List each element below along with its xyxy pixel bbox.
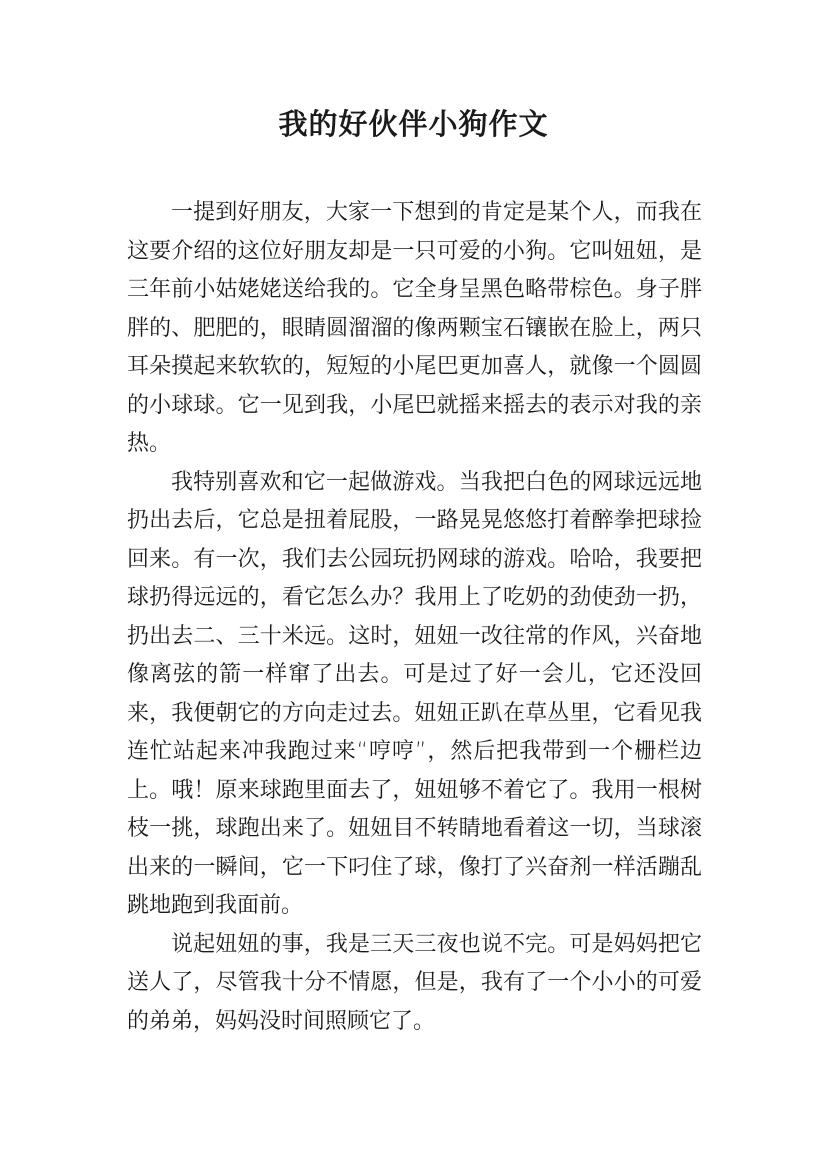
paragraph-2: 我特别喜欢和它一起做游戏。当我把白色的网球远远地扔出去后，它总是扭着屁股，一路晃晃悠悠打着醉拳把球捡回来。有一次，我们去公园玩扔网球的游戏。哈哈，我要把球扔得远远的，看它怎么办？我用上了吃奶的劲使劲一扔，扔出去二、三十米远。这时，妞妞一改往常的作风，兴奋地像离弦的箭一样窜了出去。可是过了好一会儿，它还没回来，我便朝它的方向走过去。妞妞正趴在草丛里，它看见我连忙站起来冲我跑过来“哼哼”，然后把我带到一个栅栏边上。哦！原来球跑里面去了，妞妞够不着它了。我用一根树枝一挑，球跑出来了。妞妞目不转睛地看着这一切，当球滚出来的一瞬间，它一下叼住了球，像打了兴奋剂一样活蹦乱跳地跑到我面前。 <box>127 469 702 918</box>
document-title: 我的好伙伴小狗作文 <box>278 107 549 141</box>
document-body <box>127 194 702 1041</box>
paragraph-3: 说起妞妞的事，我是三天三夜也说不完。可是妈妈把它送人了，尽管我十分不情愿，但是，我有了一个小小的可爱的弟弟，妈妈没时间照顾它了。 <box>127 931 702 1034</box>
paragraph-1: 一提到好朋友，大家一下想到的肯定是某个人，而我在这要介绍的这位好朋友却是一只可爱的小狗。它叫妞妞，是三年前小姑姥姥送给我的。它全身呈黑色略带棕色。身子胖胖的、肥肥的，眼睛圆溜溜的像两颗宝石镶嵌在脸上，两只耳朵摸起来软软的，短短的小尾巴更加喜人，就像一个圆圆的小球球。它一见到我，小尾巴就摇来摇去的表示对我的亲热。 <box>127 200 702 456</box>
